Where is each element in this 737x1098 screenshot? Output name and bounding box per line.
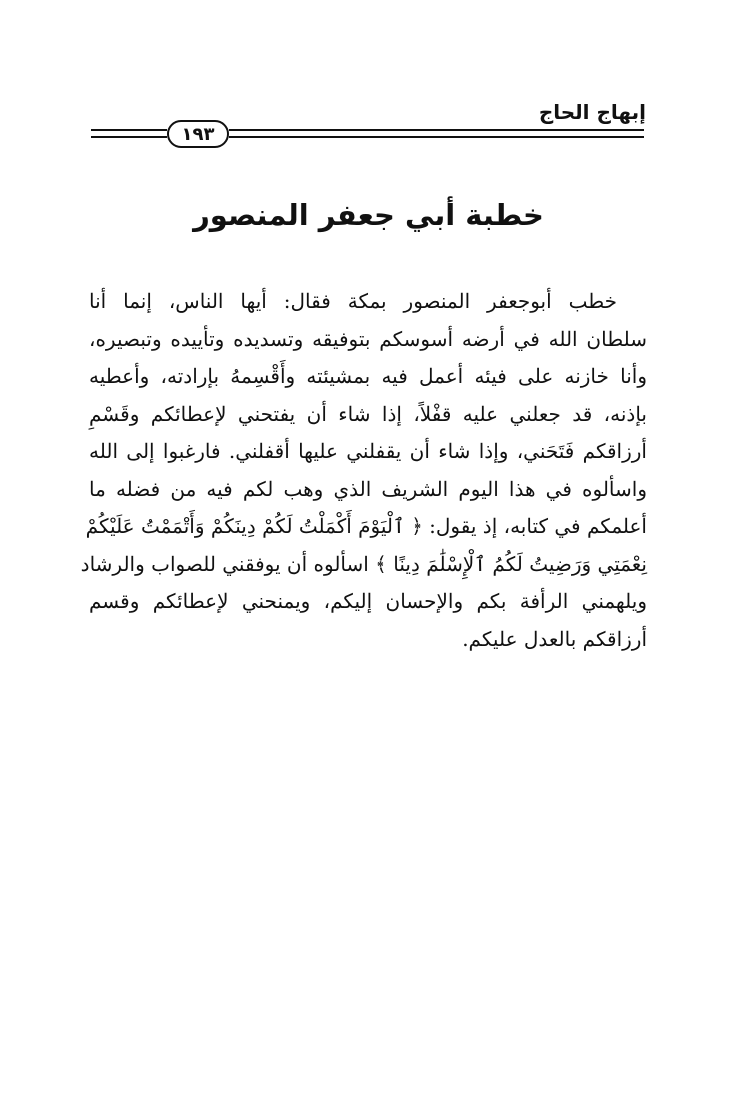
header-rule-line-left-top bbox=[91, 129, 167, 131]
text-line: خطب أبوجعفر المنصور بمكة فقال: أيها الناس، إنما أنا bbox=[89, 289, 617, 313]
running-head-title: إبهاج الحاج bbox=[538, 100, 646, 124]
section-title: خطبة أبي جعفر المنصور bbox=[193, 198, 544, 232]
text-line: أعلمكم في كتابه، إذ يقول: ﴿ ٱلْيَوْمَ أَكْمَلْتُ لَكُمْ دِينَكُمْ وَأَتْمَمْتُ عَلَيْكُمْ bbox=[85, 514, 647, 538]
body-paragraph bbox=[80, 283, 647, 658]
header-rule-line-right-top bbox=[229, 129, 644, 131]
header-rule-line-left-bottom bbox=[91, 136, 167, 138]
text-line: بإذنه، قد جعلني عليه قفْلاً، إذا شاء أن يفتحني لإعطائكم وقَسْمِ bbox=[89, 401, 647, 426]
text-line: أرزاقكم فَتَحَني، وإذا شاء أن يقفلني عليها أقفلني. فارغبوا إلى الله bbox=[89, 439, 647, 463]
text-line: ويلهمني الرأفة بكم والإحسان إليكم، ويمنحني لإعطائكم وقسم bbox=[89, 589, 647, 613]
text-line: وأنا خازنه على فيئه أعمل فيه بمشيئته وأَقْسِمهُ بإرادته، وأعطيه bbox=[89, 364, 647, 388]
page-number: ١٩٣ bbox=[167, 120, 229, 148]
text-line: سلطان الله في أرضه أسوسكم بتوفيقه وتسديده وتأييده وتبصيره، bbox=[89, 326, 647, 351]
text-line: أرزاقكم بالعدل عليكم. bbox=[462, 626, 647, 651]
text-line: نِعْمَتِي وَرَضِيتُ لَكُمُ ٱلْإِسْلَٰمَ دِينًا ﴾ اسألوه أن يوفقني للصواب والرشاد bbox=[80, 551, 647, 576]
text-line: واسألوه في هذا اليوم الشريف الذي وهب لكم فيه من فضله ما bbox=[89, 476, 647, 501]
header-rule-line-right-bottom bbox=[229, 136, 644, 138]
